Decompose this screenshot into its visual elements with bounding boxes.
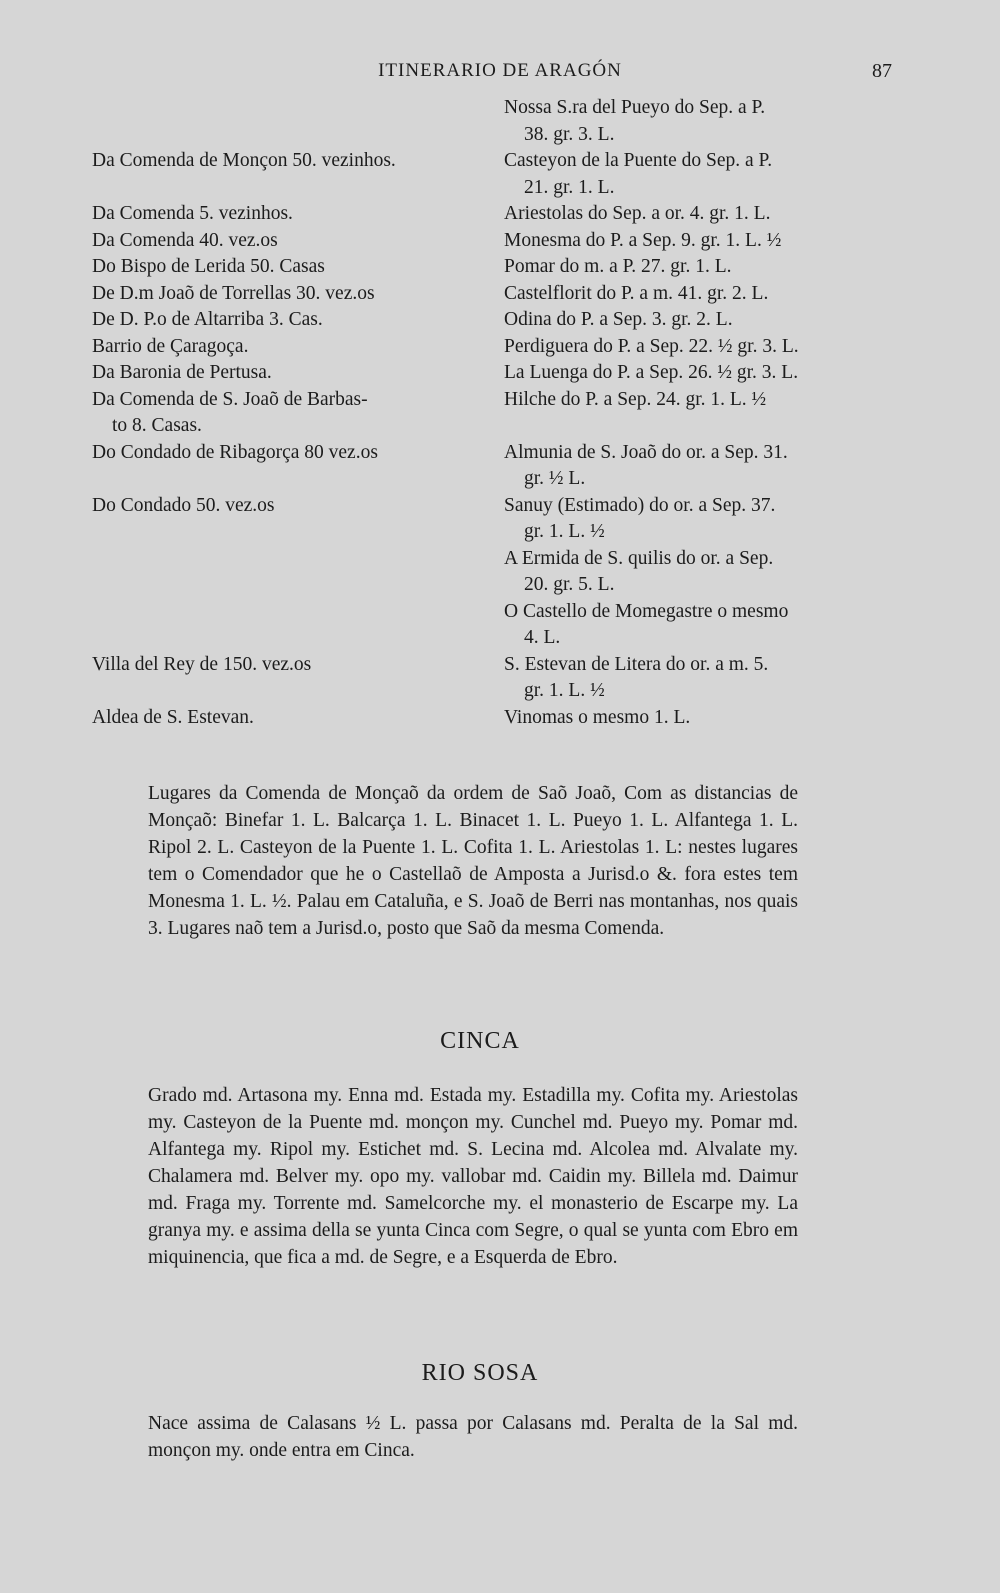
section-heading-cinca: CINCA — [440, 1028, 520, 1054]
entry-right: gr. 1. L. ½ — [524, 680, 605, 701]
entry-right: Almunia de S. Joaõ do or. a Sep. 31. — [504, 441, 788, 463]
entry-left: Da Comenda 5. vezinhos. — [92, 203, 293, 224]
running-header: ITINERARIO DE ARAGÓN — [378, 60, 622, 81]
entry-left: Da Baronia de Pertusa. — [92, 362, 272, 383]
entry-left: Do Condado 50. vez.os — [92, 494, 275, 516]
cinca-paragraph: Grado md. Artasona my. Enna md. Estada my. Estadilla my. Cofita my. Ariestolas my. Casteyon de la Puente md. monçon my. Cunchel md. Pueyo my. Pomar md. Alfantega my. Ripol my. Estichet md. S. Lecina md. Alcolea md. Alvalate my. Chalamera md. Belver my. opo my. vallobar md. Caidin my. Billela md. Daimur md. Fraga my. Torrente md. Samelcorche my. el monasterio de Escarpe my. La granya my. e assima della se yunta Cinca com Segre, o qual se yunta com Ebro em miquinencia, que fica a md. de Segre, e a Esquerda de Ebro. — [148, 1085, 798, 1268]
entry-left: Da Comenda de S. Joaõ de Barbas- — [92, 388, 368, 410]
entry-left — [92, 175, 472, 202]
entry-right: Casteyon de la Puente do Sep. a P. — [504, 150, 773, 171]
entry-left — [92, 625, 472, 652]
entry-right: 38. gr. 3. L. — [524, 123, 615, 145]
entry-left — [92, 546, 472, 573]
entry-right: Nossa S.ra del Pueyo do Sep. a P. — [504, 97, 766, 118]
page-number: 87 — [872, 60, 892, 82]
section-heading-rio-sosa: RIO SOSA — [421, 1360, 539, 1386]
entry-right: 20. gr. 5. L. — [524, 574, 615, 595]
entry-right: Pomar do m. a P. 27. gr. 1. L. — [504, 256, 732, 277]
entry-right: 4. L. — [524, 627, 561, 648]
entry-right: Hilche do P. a Sep. 24. gr. 1. L. ½ — [504, 388, 767, 410]
entry-right: gr. ½ L. — [524, 468, 586, 489]
entry-right: S. Estevan de Litera do or. a m. 5. — [504, 653, 769, 675]
entry-right: Odina do P. a Sep. 3. gr. 2. L. — [504, 309, 733, 330]
entry-right: Castelflorit do P. a m. 41. gr. 2. L. — [504, 282, 769, 304]
rio-sosa-paragraph: Nace assima de Calasans ½ L. passa por Calasans md. Peralta de la Sal md. monçon my. onde entra em Cinca. — [148, 1413, 798, 1461]
entry-left — [92, 678, 472, 705]
entry-left: De D.m Joaõ de Torrellas 30. vez.os — [92, 282, 375, 304]
entry-left: De D. P.o de Altarriba 3. Cas. — [92, 309, 323, 330]
entry-right: Vinomas o mesmo 1. L. — [504, 706, 691, 728]
entry-right: 21. gr. 1. L. — [524, 176, 615, 198]
entry-right: La Luenga do P. a Sep. 26. ½ gr. 3. L. — [504, 362, 799, 383]
entry-left — [92, 122, 472, 149]
entry-left: Da Comenda de Monçon 50. vezinhos. — [92, 150, 396, 171]
entry-left: Do Condado de Ribagorça 80 vez.os — [92, 441, 378, 463]
entry-right: O Castello de Momegastre o mesmo — [504, 600, 789, 622]
entry-right: Sanuy (Estimado) do or. a Sep. 37. — [504, 494, 776, 516]
comenda-paragraph: Lugares da Comenda de Monçaõ da ordem de Saõ Joaõ, Com as distancias de Monçaõ: Binefar 1. L. Balcarça 1. L. Binacet 1. L. Pueyo 1. L. Alfantega 1. L. Ripol 2. L. Casteyon de la Puente 1. L. Cofita 1. L. Ariestolas 1. L: nestes lugares tem o Comendador que he o Castellaõ de Amposta a Jurisd.o &. fora estes tem Monesma 1. L. ½. Palau em Cataluña, e S. Joaõ de Berri nas montanhas, nos quais 3. Lugares naõ tem a Jurisd.o, posto que Saõ da mesma Comenda. — [148, 783, 798, 939]
entry-right — [504, 413, 859, 440]
left-column — [92, 95, 472, 731]
entry-right: Ariestolas do Sep. a or. 4. gr. 1. L. — [504, 203, 771, 224]
entry-left — [92, 519, 472, 546]
entry-left: Do Bispo de Lerida 50. Casas — [92, 256, 325, 277]
entry-right: Monesma do P. a Sep. 9. gr. 1. L. ½ — [504, 229, 782, 251]
entry-left: Aldea de S. Estevan. — [92, 706, 254, 728]
entry-right: A Ermida de S. quilis do or. a Sep. — [504, 547, 774, 569]
entry-left — [92, 572, 472, 599]
entry-left — [92, 95, 472, 122]
entry-left: Villa del Rey de 150. vez.os — [92, 653, 312, 675]
entry-right: Perdiguera do P. a Sep. 22. ½ gr. 3. L. — [504, 335, 799, 357]
right-column — [504, 95, 859, 731]
entry-right: gr. 1. L. ½ — [524, 521, 605, 542]
entry-left — [92, 599, 472, 626]
entry-left: Barrio de Çaragoça. — [92, 335, 249, 357]
entry-left: Da Comenda 40. vez.os — [92, 229, 278, 251]
entry-left — [92, 466, 472, 493]
entry-left: to 8. Casas. — [112, 415, 202, 436]
